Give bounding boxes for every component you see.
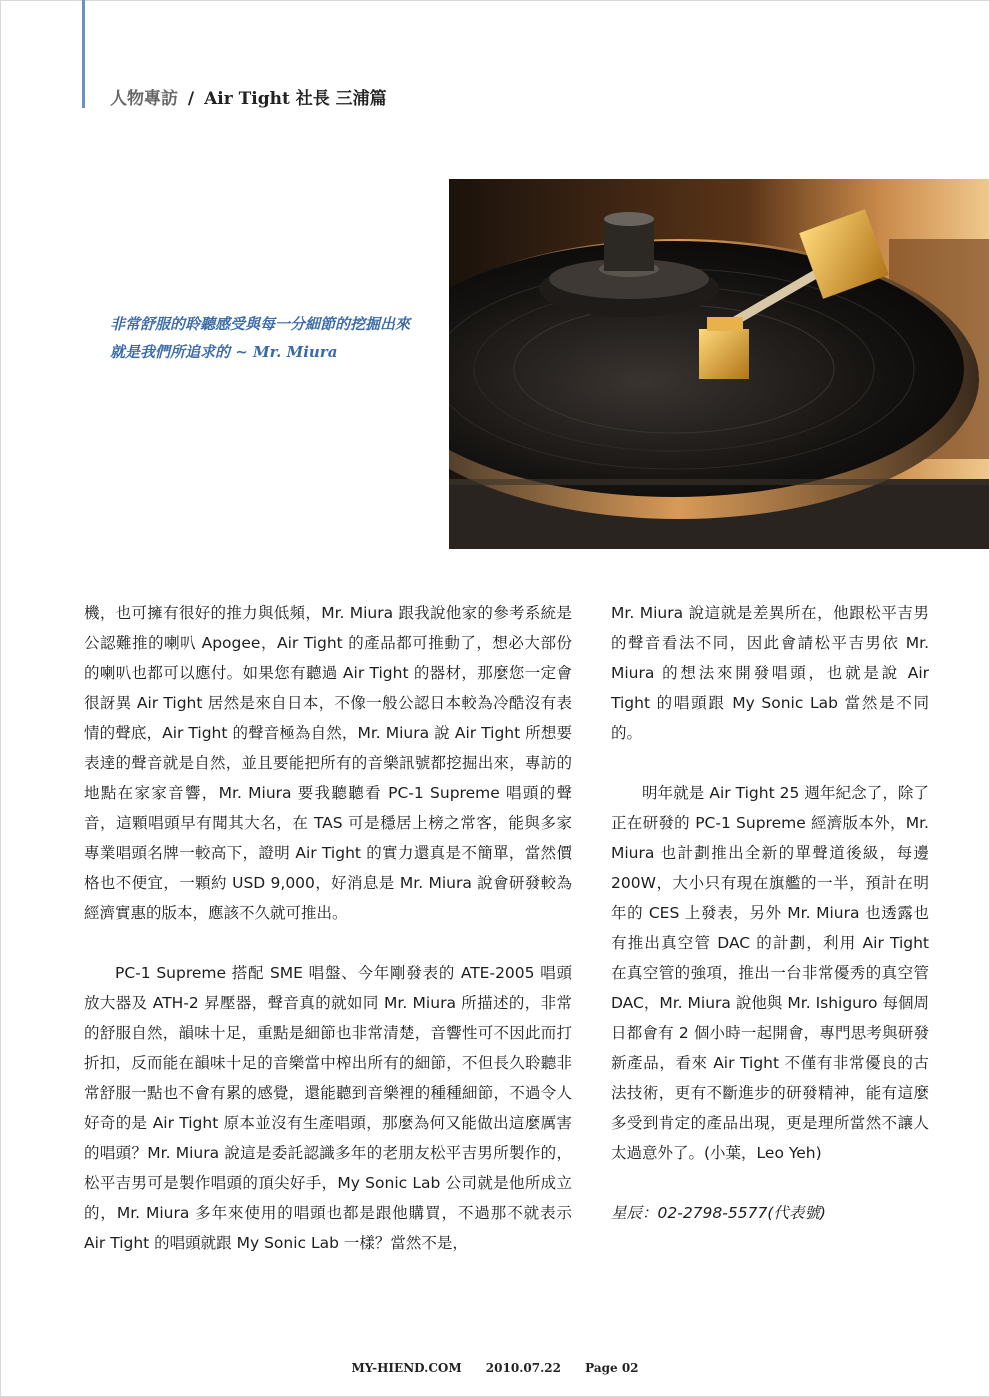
- right-paragraph-2: 明年就是 Air Tight 25 週年紀念了，除了正在研發的 PC-1 Supreme 經濟版本外，Mr. Miura 也計劃推出全新的單聲道後級，每邊 200W，大小只有現在旗艦的一半，預計在明年的 CES 上發表，另外 Mr. Miura 也透露也有推出真空管 DAC 的計劃，利用 Air Tight 在真空管的強項，推出一台非常優秀的真空管 DAC，Mr. Miura 說他與 Mr. Ishiguro 每個周日都會有 2 個小時一起開會，專門思考與研發新產品，看來 Air Tight 不僅有非常優良的古法技術，更有不斷進步的研發精神，能有這麼多受到肯定的產品出現，更是理所當然不讓人太過意外了。(小葉，Leo Yeh): [611, 784, 929, 1162]
- header-accent-bar: [82, 0, 85, 108]
- right-paragraph-1: Mr. Miura 說這就是差異所在，他跟松平吉男的聲音看法不同，因此會請松平吉男依 Mr. Miura 的想法來開發唱頭，也就是說 Air Tight 的唱頭跟 My Sonic Lab 當然是不同的。: [611, 604, 929, 742]
- left-paragraph-1: 機，也可擁有很好的推力與低頻，Mr. Miura 跟我說他家的參考系統是公認難推的喇叭 Apogee，Air Tight 的產品都可推動了，想必大部份的喇叭也都可以應付。如果您有聽過 Air Tight 的器材，那麼您一定會很訝異 Air Tight 居然是來自日本，不像一般公認日本較為冷酷沒有表情的聲底，Air Tight 的聲音極為自然，Mr. Miura 說 Air Tight 所想要表達的聲音就是自然，並且要能把所有的音樂訊號都挖掘出來，專訪的地點在家家音響，Mr. Miura 要我聽聽看 PC-1 Supreme 唱頭的聲音，這顆唱頭早有聞其大名，在 TAS 可是穩居上榜之常客，能與多家專業唱頭名牌一較高下，證明 Air Tight 的實力還真是不簡單，當然價格也不便宜，一顆約 USD 9,000，好消息是 Mr. Miura 說會研發較為經濟實惠的版本，應該不久就可推出。: [84, 604, 572, 922]
- page-title: [110, 84, 387, 109]
- title-separator: /: [187, 89, 195, 109]
- right-column: [611, 598, 929, 1258]
- left-column: [84, 598, 572, 1288]
- turntable-photo-icon: [449, 179, 989, 549]
- left-paragraph-2: PC-1 Supreme 搭配 SME 唱盤、今年剛發表的 ATE-2005 唱頭放大器及 ATH-2 昇壓器，聲音真的就如同 Mr. Miura 所描述的，非常的舒服自然，韻味十足，重點是細節也非常清楚，音響性可不因此而打折扣，反而能在韻味十足的音樂當中榨出所有的細節，不但長久聆聽非常舒服一點也不會有累的感覺，還能聽到音樂裡的種種細節，不過令人好奇的是 Air Tight 原本並沒有生產唱頭，那麼為何又能做出這麼厲害的唱頭？Mr. Miura 說這是委託認識多年的老朋友松平吉男所製作的，松平吉男可是製作唱頭的頂尖好手，My Sonic Lab 公司就是他所成立的，Mr. Miura 多年來使用的唱頭也都是跟他購買，不過那不就表示 Air Tight 的唱頭就跟 My Sonic Lab 一樣？當然不是，: [84, 964, 572, 1252]
- article-title: Air Tight 社長 三浦篇: [204, 89, 387, 109]
- contact-line: 星辰：02-2798-5577(代表號): [611, 1204, 826, 1222]
- footer-site: MY-HIEND.COM: [351, 1361, 462, 1375]
- footer-date: 2010.07.22: [485, 1361, 561, 1375]
- pull-quote: 非常舒服的聆聽感受與每一分細節的挖掘出來就是我們所追求的 ~ Mr. Miura: [110, 315, 411, 361]
- footer-page-number: Page 02: [585, 1361, 639, 1375]
- section-label: 人物專訪: [110, 89, 178, 109]
- page-footer: [0, 1361, 990, 1375]
- turntable-photo: [449, 179, 989, 549]
